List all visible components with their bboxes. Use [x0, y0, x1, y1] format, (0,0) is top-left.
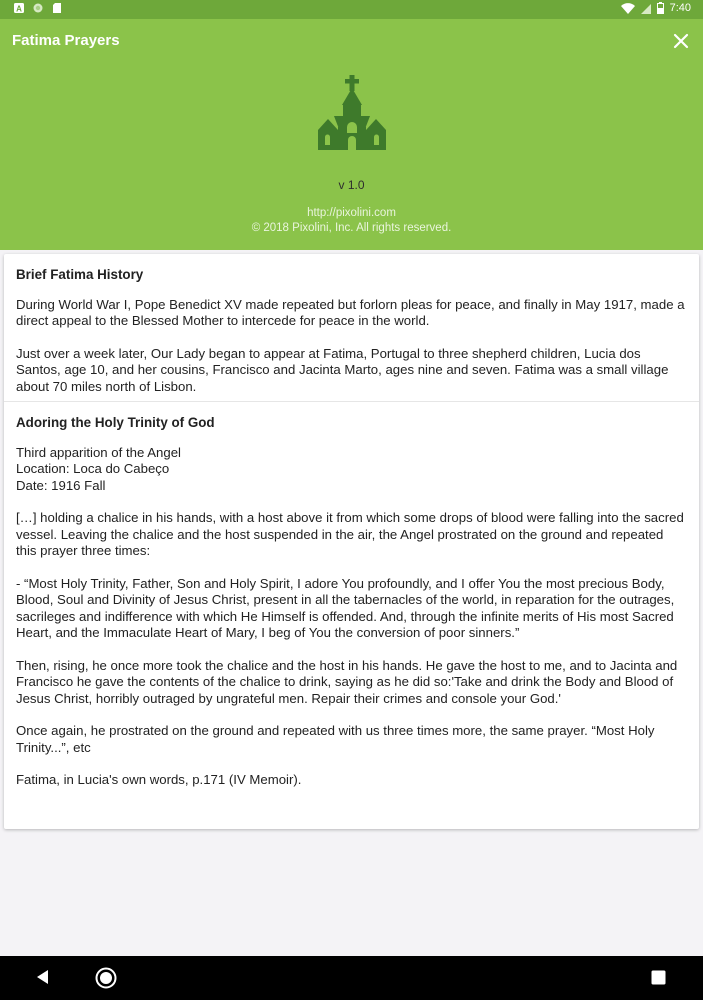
- app-version: v 1.0: [338, 178, 365, 192]
- navigation-bar: [0, 956, 703, 1000]
- meta-line: Location: Loca do Cabeço: [16, 461, 170, 476]
- status-time: 7:40: [669, 2, 691, 14]
- svg-text:A: A: [16, 4, 22, 13]
- circle-icon: [33, 3, 43, 13]
- website-link[interactable]: http://pixolini.com: [307, 207, 396, 219]
- meta-line: Date: 1916 Fall: [16, 477, 106, 493]
- content-card: [4, 254, 699, 829]
- status-left-icons: [14, 3, 62, 13]
- prayer-section: [4, 402, 699, 789]
- close-icon[interactable]: [671, 31, 691, 51]
- paragraph: During World War I, Pope Benedict XV made repeated but forlorn pleas for peace, and finally in May 1917, made a direct appeal to the Blessed Mother to intercede for peace in the world.: [16, 296, 685, 328]
- sd-card-icon: [52, 3, 62, 13]
- about-header: [0, 19, 703, 250]
- app-title: Fatima Prayers: [12, 32, 120, 49]
- paragraph: - “Most Holy Trinity, Father, Son and Holy Spirit, I adore You profoundly, and I offer You the most precious Body, Blood, Soul and Divinity of Jesus Christ, present in all the tabernacles of the world, in reparation for the outrages, sacrileges and indifference with which He Himself is offended. And, through the infinite merits of His most Sacred Heart, and the Immaculate Heart of Mary, I beg of You the conversion of poor sinners.”: [16, 575, 675, 640]
- battery-icon: [657, 2, 664, 14]
- source-citation: Fatima, in Lucia's own words, p.171 (IV Memoir).: [16, 772, 302, 787]
- home-icon[interactable]: [95, 967, 117, 989]
- paragraph: […] holding a chalice in his hands, with a host above it from which some drops of blood were falling into the sacred vessel. Leaving the chalice and the host suspended in the air, the Angel prostrated on the ground and repeated this prayer three times:: [16, 510, 684, 558]
- notification-a-icon: [14, 3, 24, 13]
- status-right-icons: [621, 2, 691, 14]
- wifi-icon: [621, 3, 635, 14]
- history-section: [4, 254, 699, 402]
- signal-icon: [641, 3, 651, 14]
- recents-icon[interactable]: [651, 970, 666, 985]
- copyright-text: © 2018 Pixolini, Inc. All rights reserved.: [251, 222, 452, 234]
- paragraph: Just over a week later, Our Lady began to appear at Fatima, Portugal to three shepherd children, Lucia dos Santos, age 10, and her cousins, Francisco and Jacinta Marto, ages nine and seven. Fatima was a small village about 70 miles north of Lisbon.: [16, 345, 669, 394]
- meta-line: Third apparition of the Angel: [16, 444, 181, 460]
- section-title: Adoring the Holy Trinity of God: [16, 415, 215, 430]
- status-bar: [0, 0, 703, 19]
- paragraph: Then, rising, he once more took the chalice and the host in his hands. He gave the host to me, and to Jacinta and Francisco he gave the contents of the chalice to drink, saying as he did so:'Take and drink the Body and Blood of Jesus Christ, horribly outraged by ungrateful men. Repair their crimes and console your God.': [16, 657, 678, 706]
- church-icon: [318, 75, 386, 150]
- apparition-meta: [16, 445, 687, 495]
- paragraph: Once again, he prostrated on the ground and repeated with us three times more, the same prayer. “Most Holy Trinity...”, etc: [16, 723, 655, 755]
- back-icon[interactable]: [35, 969, 51, 985]
- section-title: Brief Fatima History: [16, 267, 144, 282]
